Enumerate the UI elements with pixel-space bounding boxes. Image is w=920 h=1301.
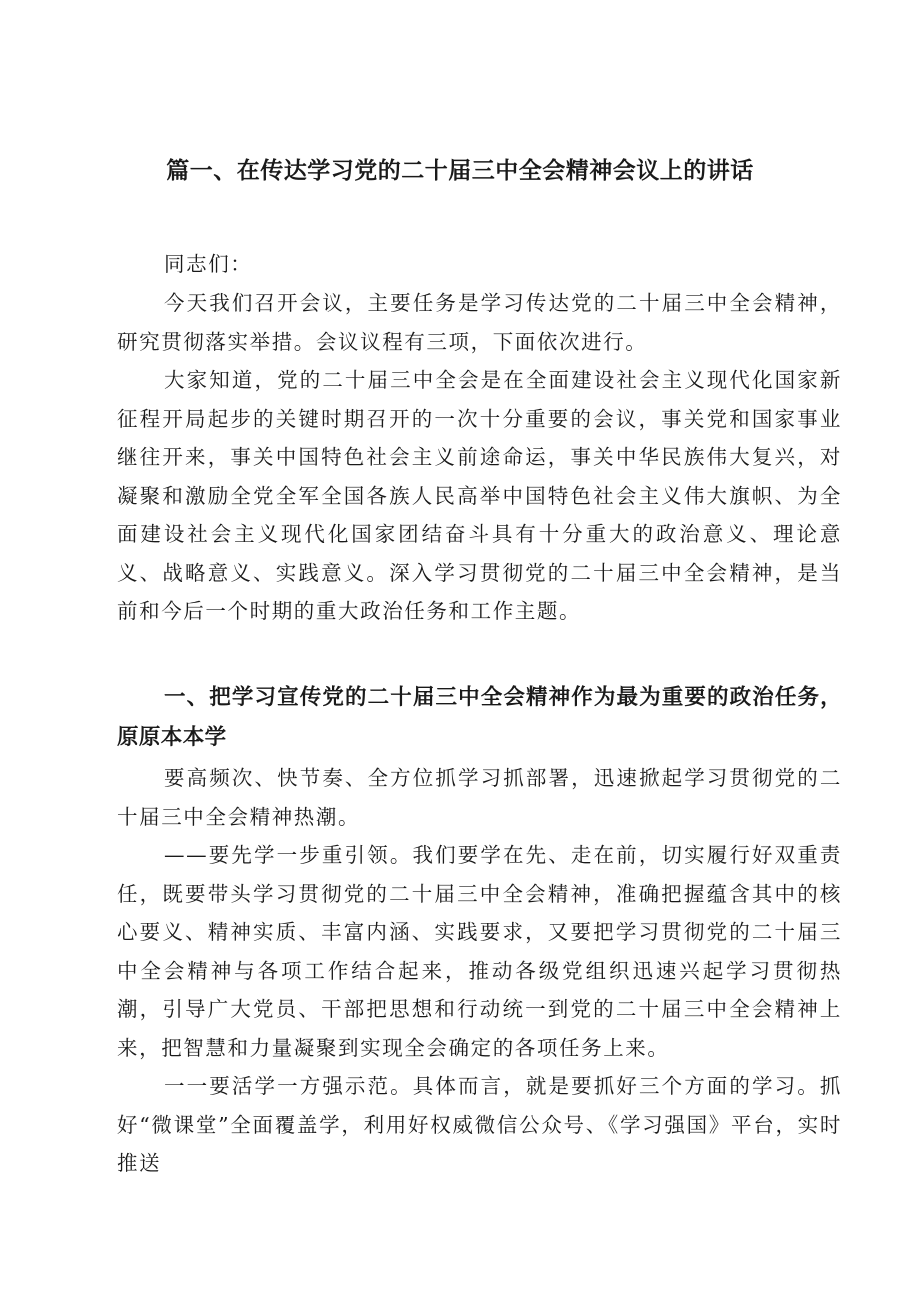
paragraph-active-study: 一一要活学一方强示范。具体而言，就是要抓好三个方面的学习。抓好“微课堂”全面覆盖学，利用好权威微信公众号、《学习强国》平台，实时推送 <box>117 1074 842 1175</box>
body-text-block-1 <box>117 284 842 631</box>
paragraph-study-deployment: 要高频次、快节奏、全方位抓学习抓部署，迅速掀起学习贯彻党的二十届三中全会精神热潮。 <box>117 766 842 829</box>
section-heading-text: 一、把学习宣传党的二十届三中全会精神作为最为重要的政治任务，原原本本学 <box>117 685 842 750</box>
section-heading-1 <box>117 678 842 758</box>
paragraph-lead-study: ——要先学一步重引领。我们要学在先、走在前，切实履行好双重责任，既要带头学习贯彻党的二十届三中全会精神，准确把握蕴含其中的核心要义、精神实质、丰富内涵、实践要求，又要把学习贯彻党的二十届三中全会精神与各项工作结合起来，推动各级党组织迅速兴起学习贯彻热潮，引导广大党员、干部把思想和行动统一到党的二十届三中全会精神上来，把智慧和力量凝聚到实现全会确定的各项任务上来。 <box>117 843 842 1060</box>
body-text-block-2 <box>117 759 842 1183</box>
paragraph-significance: 大家知道，党的二十届三中全会是在全面建设社会主义现代化国家新征程开局起步的关键时期召开的一次十分重要的会议，事关党和国家事业继往开来，事关中国特色社会主义前途命运，事关中华民族伟大复兴，对凝聚和激励全党全军全国各族人民高举中国特色社会主义伟大旗帜、为全面建设社会主义现代化国家团结奋斗具有十分重大的政治意义、理论意义、战略意义、实践意义。深入学习贯彻党的二十届三中全会精神，是当前和今后一个时期的重大政治任务和工作主题。 <box>117 368 842 623</box>
salutation: 同志们： <box>164 252 253 276</box>
paragraph-intro: 今天我们召开会议，主要任务是学习传达党的二十届三中全会精神，研究贯彻落实举措。会议议程有三项，下面依次进行。 <box>117 291 842 354</box>
document-title: 篇一、在传达学习党的二十届三中全会精神会议上的讲话 <box>166 158 754 184</box>
